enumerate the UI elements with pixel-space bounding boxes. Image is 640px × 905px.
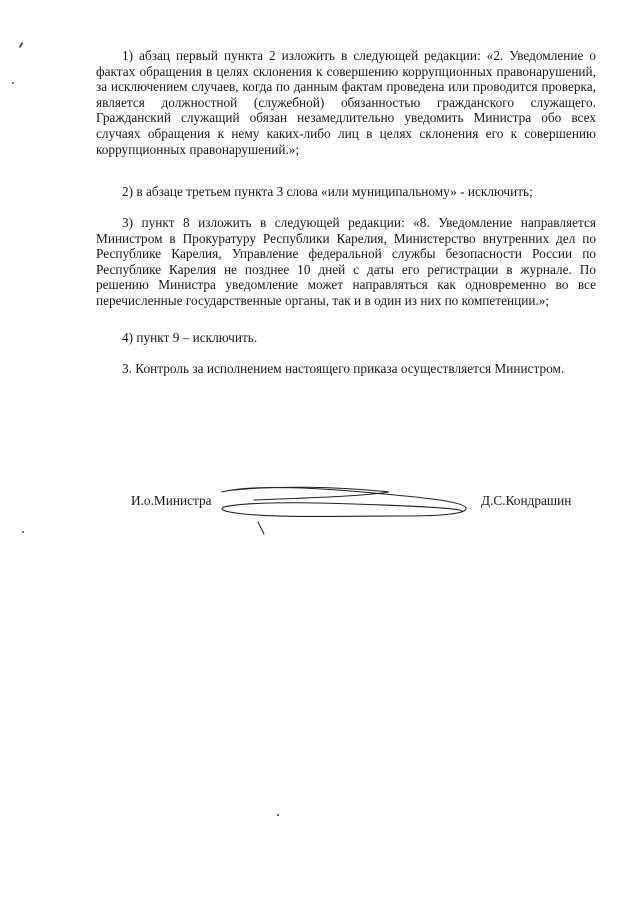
scan-speck-3 — [22, 531, 24, 533]
handwritten-signature — [214, 478, 474, 538]
paragraph-item-2: 2) в абзаце третьем пункта 3 слова «или муниципальному» - исключить; — [122, 184, 533, 199]
scan-speck-2 — [12, 82, 14, 84]
paragraph-item-4: 4) пункт 9 – исключить. — [122, 330, 258, 345]
paragraph-control-clause: 3. Контроль за исполнением настоящего приказа осуществляется Министром. — [122, 361, 565, 376]
scan-speck-4 — [277, 814, 279, 816]
signer-name: Д.С.Кондрашин — [481, 493, 572, 508]
paragraph-item-1: 1) абзац первый пункта 2 изложить в следующей редакции: «2. Уведомление о фактах обращения в целях склонения к совершению коррупционных правонарушений, за исключением случаев, когда по данным фактам проведена или проводится проверка, является должностной (служебной) обязанностью гражданского служащего. Гражданский служащий обязан незамедлительно уведомить Министра обо всех случаях обращения к нему каких-либо лиц в целях склонения его к совершению коррупционных правонарушений.»; — [96, 48, 596, 157]
paragraph-item-3: 3) пункт 8 изложить в следующей редакции: «8. Уведомление направляется Министром в Прокуратуру Республики Карелия, Министерство внутренних дел по Республике Карелия, Управление федеральной службы безопасности России по Республике Карелия не позднее 10 дней с даты его регистрации в журнале. По решению Министра уведомление может направляться как одновременно во все перечисленные государственные органы, так и в один из них по компетенции.»; — [96, 215, 596, 308]
scan-speck-1 — [19, 42, 24, 48]
signer-position-title: И.о.Министра — [131, 493, 212, 508]
